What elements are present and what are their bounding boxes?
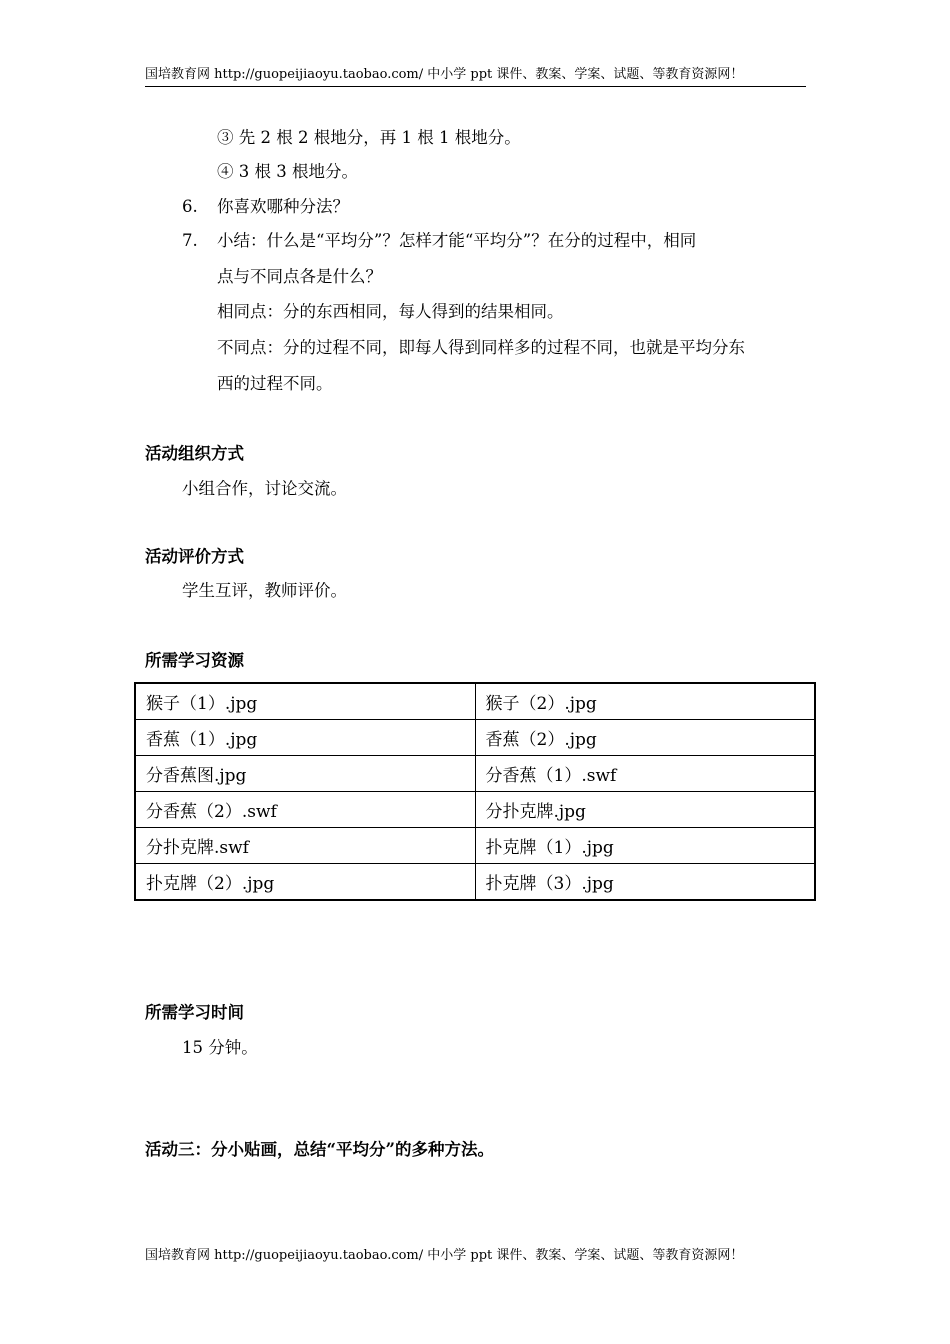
question-6-text: 你喜欢哪种分法？ <box>217 197 349 216</box>
table-cell: 猴子（1）.jpg <box>135 683 475 720</box>
resources-heading: 所需学习资源 <box>145 651 244 670</box>
time-body: 15 分钟。 <box>182 1038 258 1057</box>
table-cell: 扑克牌（3）.jpg <box>475 864 815 901</box>
activity-3-heading: 活动三：分小贴画，总结“平均分”的多种方法。 <box>145 1140 494 1159</box>
page-header: 国培教育网 http://guopeijiaoyu.taobao.com/ 中小学 ppt 课件、教案、学案、试题、等教育资源网！ <box>145 66 806 87</box>
difference-line-2: 西的过程不同。 <box>217 374 333 393</box>
time-heading: 所需学习时间 <box>145 1003 244 1022</box>
resources-table <box>134 682 816 901</box>
table-row <box>135 720 815 756</box>
table-cell: 香蕉（1）.jpg <box>135 720 475 756</box>
org-heading: 活动组织方式 <box>145 444 244 463</box>
eval-heading: 活动评价方式 <box>145 547 244 566</box>
page-footer: 国培教育网 http://guopeijiaoyu.taobao.com/ 中小学 ppt 课件、教案、学案、试题、等教育资源网！ <box>145 1248 744 1263</box>
table-cell: 猴子（2）.jpg <box>475 683 815 720</box>
table-cell: 扑克牌（1）.jpg <box>475 828 815 864</box>
table-row <box>135 683 815 720</box>
table-cell: 分扑克牌.swf <box>135 828 475 864</box>
table-cell: 扑克牌（2）.jpg <box>135 864 475 901</box>
table-cell: 分香蕉（2）.swf <box>135 792 475 828</box>
table-cell: 香蕉（2）.jpg <box>475 720 815 756</box>
summary-line-1: 小结：什么是“平均分”？怎样才能“平均分”？在分的过程中，相同 <box>217 231 697 250</box>
table-cell: 分香蕉图.jpg <box>135 756 475 792</box>
table-row <box>135 828 815 864</box>
difference-line-1: 不同点：分的过程不同，即每人得到同样多的过程不同，也就是平均分东 <box>217 338 745 357</box>
table-row <box>135 756 815 792</box>
table-cell: 分扑克牌.jpg <box>475 792 815 828</box>
table-cell: 分香蕉（1）.swf <box>475 756 815 792</box>
item-number-7: 7. <box>182 231 198 250</box>
step-3-text: ③ 先 2 根 2 根地分，再 1 根 1 根地分。 <box>217 128 521 147</box>
summary-line-2: 点与不同点各是什么？ <box>217 267 382 286</box>
org-body: 小组合作，讨论交流。 <box>182 479 347 498</box>
table-row <box>135 792 815 828</box>
eval-body: 学生互评，教师评价。 <box>182 581 347 600</box>
item-number-6: 6. <box>182 197 198 216</box>
table-row <box>135 864 815 901</box>
step-4-text: ④ 3 根 3 根地分。 <box>217 162 358 181</box>
similarity-text: 相同点：分的东西相同，每人得到的结果相同。 <box>217 302 564 321</box>
